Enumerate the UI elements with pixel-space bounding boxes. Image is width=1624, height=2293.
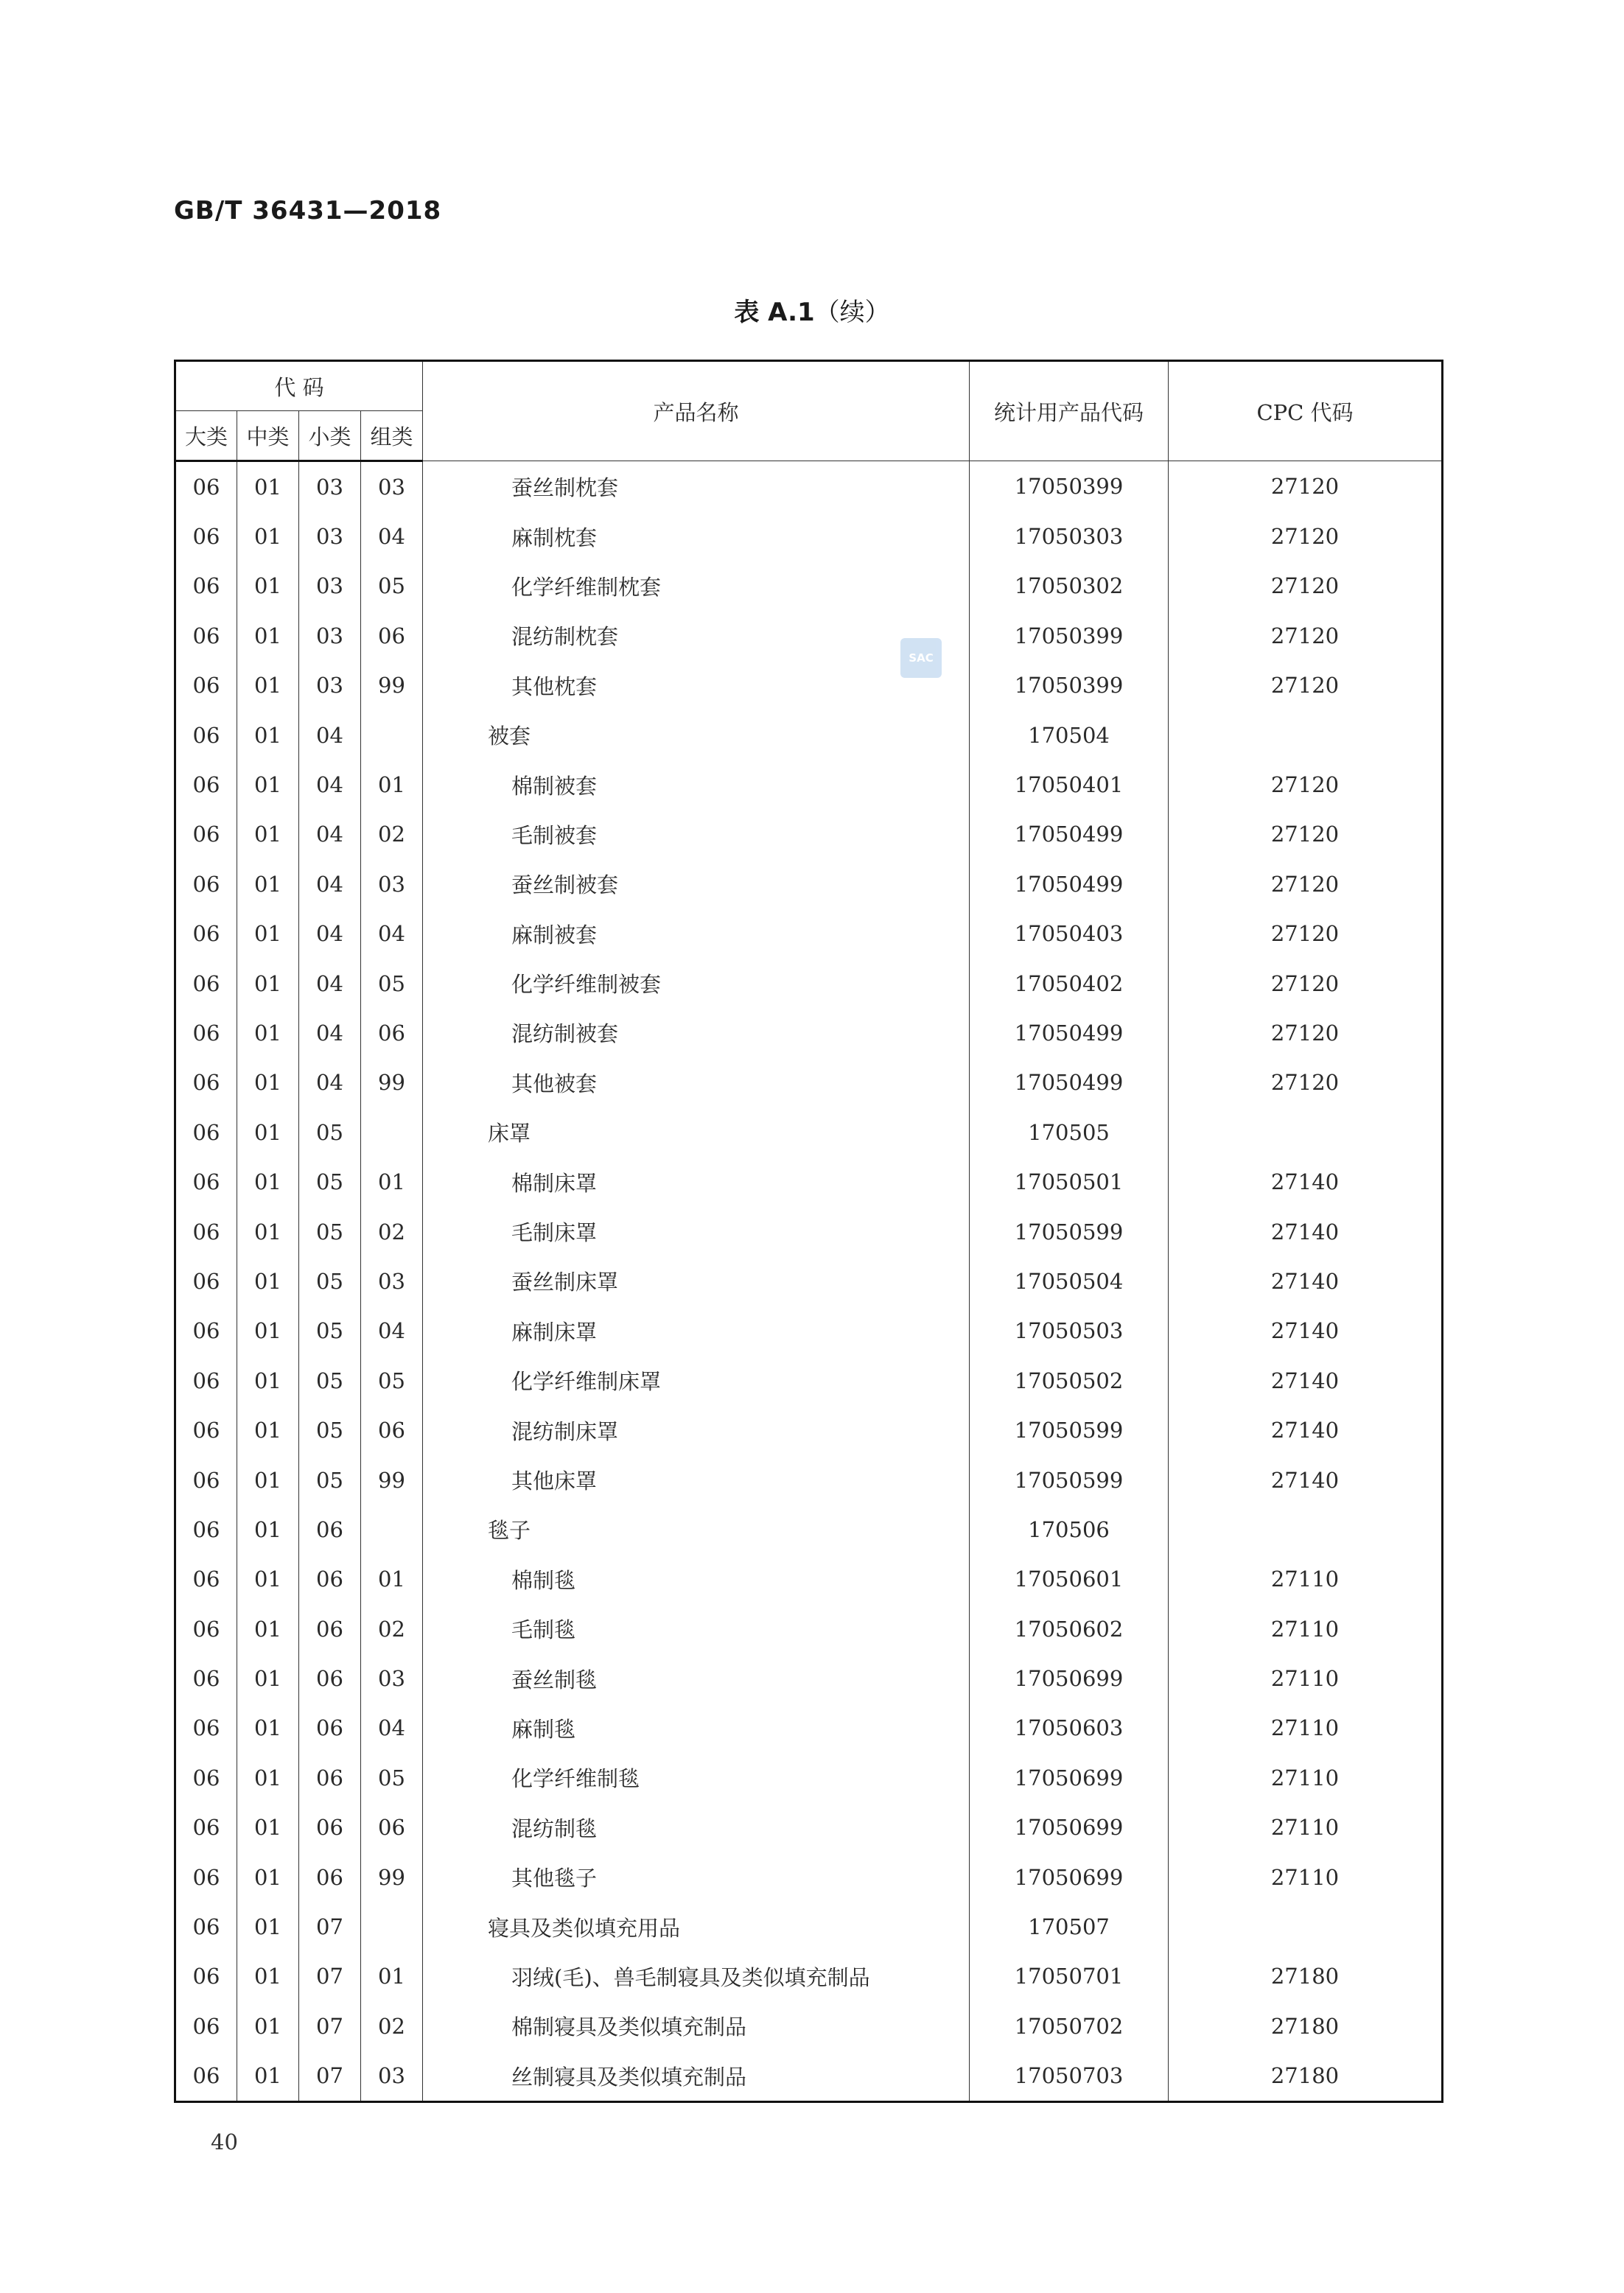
cpc-code-cell: 27140 xyxy=(1169,1207,1443,1256)
cpc-code-cell: 27140 xyxy=(1169,1405,1443,1454)
major-code-cell: 06 xyxy=(175,561,237,611)
minor-code-cell: 05 xyxy=(299,1356,361,1405)
stat-code-cell: 17050703 xyxy=(970,2051,1169,2102)
middle-code-cell: 01 xyxy=(237,1207,299,1256)
stat-code-cell: 17050602 xyxy=(970,1604,1169,1653)
stat-code-cell: 17050599 xyxy=(970,1405,1169,1454)
minor-code-cell: 06 xyxy=(299,1852,361,1902)
minor-code-cell: 04 xyxy=(299,1008,361,1057)
group-code-cell: 05 xyxy=(361,561,423,611)
major-code-cell: 06 xyxy=(175,661,237,710)
product-name-cell: 混纺制枕套 xyxy=(423,611,970,660)
cpc-code-cell: 27110 xyxy=(1169,1852,1443,1902)
minor-code-cell: 05 xyxy=(299,1256,361,1306)
middle-code-cell: 01 xyxy=(237,2001,299,2051)
major-code-cell: 06 xyxy=(175,611,237,660)
cpc-code-cell: 27120 xyxy=(1169,1058,1443,1107)
middle-code-cell: 01 xyxy=(237,1852,299,1902)
major-code-cell: 06 xyxy=(175,859,237,909)
table-row xyxy=(175,859,1443,909)
product-name-cell: 化学纤维制毯 xyxy=(423,1753,970,1802)
stat-code-cell: 17050599 xyxy=(970,1455,1169,1505)
standard-id: GB/T 36431—2018 xyxy=(174,196,442,225)
minor-code-cell: 07 xyxy=(299,1952,361,2001)
group-code-cell: 06 xyxy=(361,1405,423,1454)
middle-code-cell: 01 xyxy=(237,611,299,660)
middle-code-cell: 01 xyxy=(237,1058,299,1107)
group-code-cell xyxy=(361,710,423,760)
product-name-cell: 其他床罩 xyxy=(423,1455,970,1505)
table-row xyxy=(175,1803,1443,1852)
table-row xyxy=(175,959,1443,1008)
major-code-cell: 06 xyxy=(175,1256,237,1306)
table-row xyxy=(175,1008,1443,1057)
major-code-cell: 06 xyxy=(175,1455,237,1505)
minor-code-cell: 04 xyxy=(299,810,361,859)
major-code-cell: 06 xyxy=(175,1902,237,1951)
minor-code-cell: 05 xyxy=(299,1455,361,1505)
minor-code-cell: 03 xyxy=(299,661,361,710)
major-code-cell: 06 xyxy=(175,760,237,809)
product-name-cell: 蚕丝制毯 xyxy=(423,1653,970,1703)
middle-code-cell: 01 xyxy=(237,859,299,909)
major-category-header: 大类 xyxy=(175,411,237,461)
middle-code-cell: 01 xyxy=(237,810,299,859)
middle-code-cell: 01 xyxy=(237,959,299,1008)
middle-code-cell: 01 xyxy=(237,710,299,760)
product-name-cell: 棉制寝具及类似填充制品 xyxy=(423,2001,970,2051)
minor-code-cell: 05 xyxy=(299,1405,361,1454)
table-row xyxy=(175,1256,1443,1306)
cpc-code-cell: 27110 xyxy=(1169,1653,1443,1703)
stat-code-cell: 17050499 xyxy=(970,1058,1169,1107)
group-code-cell: 01 xyxy=(361,1555,423,1604)
minor-code-cell: 05 xyxy=(299,1107,361,1157)
group-code-cell: 06 xyxy=(361,1008,423,1057)
group-code-cell: 01 xyxy=(361,1952,423,2001)
major-code-cell: 06 xyxy=(175,1653,237,1703)
cpc-code-cell: 27120 xyxy=(1169,909,1443,959)
minor-code-cell: 07 xyxy=(299,2001,361,2051)
table-row xyxy=(175,1107,1443,1157)
table-row xyxy=(175,611,1443,660)
group-code-cell: 99 xyxy=(361,1455,423,1505)
cpc-code-cell: 27110 xyxy=(1169,1803,1443,1852)
cpc-code-cell: 27140 xyxy=(1169,1455,1443,1505)
group-code-cell: 04 xyxy=(361,909,423,959)
stat-code-cell: 17050699 xyxy=(970,1753,1169,1802)
middle-code-cell: 01 xyxy=(237,1256,299,1306)
stat-code-cell: 17050399 xyxy=(970,611,1169,660)
major-code-cell: 06 xyxy=(175,909,237,959)
group-code-cell: 03 xyxy=(361,461,423,512)
minor-code-cell: 07 xyxy=(299,2051,361,2102)
middle-code-cell: 01 xyxy=(237,1803,299,1852)
group-code-cell: 04 xyxy=(361,1704,423,1753)
product-name-cell: 毯子 xyxy=(423,1505,970,1554)
middle-code-cell: 01 xyxy=(237,1952,299,2001)
stat-code-cell: 17050499 xyxy=(970,1008,1169,1057)
group-code-cell: 02 xyxy=(361,2001,423,2051)
minor-code-cell: 06 xyxy=(299,1505,361,1554)
group-code-cell xyxy=(361,1505,423,1554)
minor-code-cell: 07 xyxy=(299,1902,361,1951)
table-row xyxy=(175,511,1443,561)
product-name-cell: 蚕丝制床罩 xyxy=(423,1256,970,1306)
cpc-code-cell: 27140 xyxy=(1169,1356,1443,1405)
product-name-cell: 寝具及类似填充用品 xyxy=(423,1902,970,1951)
stat-code-cell: 17050701 xyxy=(970,1952,1169,2001)
stat-code-cell: 17050403 xyxy=(970,909,1169,959)
middle-category-header: 中类 xyxy=(237,411,299,461)
product-name-cell: 棉制床罩 xyxy=(423,1157,970,1206)
major-code-cell: 06 xyxy=(175,2001,237,2051)
middle-code-cell: 01 xyxy=(237,1505,299,1554)
group-code-cell: 02 xyxy=(361,1604,423,1653)
product-name-cell: 麻制枕套 xyxy=(423,511,970,561)
middle-code-cell: 01 xyxy=(237,2051,299,2102)
minor-code-cell: 06 xyxy=(299,1753,361,1802)
stat-code-cell: 170506 xyxy=(970,1505,1169,1554)
group-code-cell: 99 xyxy=(361,1852,423,1902)
group-code-cell: 03 xyxy=(361,2051,423,2102)
minor-code-cell: 06 xyxy=(299,1604,361,1653)
table-row xyxy=(175,1653,1443,1703)
table-row xyxy=(175,1505,1443,1554)
group-code-cell: 06 xyxy=(361,1803,423,1852)
group-code-cell: 01 xyxy=(361,760,423,809)
stat-code-cell: 17050504 xyxy=(970,1256,1169,1306)
stat-code-cell: 17050603 xyxy=(970,1704,1169,1753)
major-code-cell: 06 xyxy=(175,1058,237,1107)
table-row xyxy=(175,1207,1443,1256)
major-code-cell: 06 xyxy=(175,1505,237,1554)
sac-watermark-logo: SAC xyxy=(900,638,942,678)
product-name-cell: 混纺制床罩 xyxy=(423,1405,970,1454)
middle-code-cell: 01 xyxy=(237,1405,299,1454)
middle-code-cell: 01 xyxy=(237,760,299,809)
middle-code-cell: 01 xyxy=(237,1107,299,1157)
stat-code-cell: 17050499 xyxy=(970,810,1169,859)
minor-code-cell: 03 xyxy=(299,561,361,611)
minor-code-cell: 05 xyxy=(299,1306,361,1356)
table-row xyxy=(175,1852,1443,1902)
stat-code-cell: 170504 xyxy=(970,710,1169,760)
product-name-cell: 化学纤维制枕套 xyxy=(423,561,970,611)
product-name-cell: 麻制被套 xyxy=(423,909,970,959)
table-row xyxy=(175,1704,1443,1753)
middle-code-cell: 01 xyxy=(237,1555,299,1604)
major-code-cell: 06 xyxy=(175,1107,237,1157)
table-row xyxy=(175,461,1443,512)
minor-category-header: 小类 xyxy=(299,411,361,461)
product-name-cell: 其他被套 xyxy=(423,1058,970,1107)
cpc-code-cell: 27120 xyxy=(1169,1008,1443,1057)
middle-code-cell: 01 xyxy=(237,1008,299,1057)
group-code-cell: 99 xyxy=(361,1058,423,1107)
minor-code-cell: 03 xyxy=(299,611,361,660)
group-code-cell: 04 xyxy=(361,1306,423,1356)
product-name-cell: 麻制毯 xyxy=(423,1704,970,1753)
product-name-header: 产品名称 xyxy=(423,361,970,461)
table-row xyxy=(175,2001,1443,2051)
major-code-cell: 06 xyxy=(175,810,237,859)
table-row xyxy=(175,1356,1443,1405)
major-code-cell: 06 xyxy=(175,1356,237,1405)
stat-code-cell: 17050501 xyxy=(970,1157,1169,1206)
group-code-cell: 04 xyxy=(361,511,423,561)
middle-code-cell: 01 xyxy=(237,1704,299,1753)
middle-code-cell: 01 xyxy=(237,1604,299,1653)
major-code-cell: 06 xyxy=(175,1405,237,1454)
cpc-code-cell: 27140 xyxy=(1169,1256,1443,1306)
major-code-cell: 06 xyxy=(175,1207,237,1256)
stat-code-cell: 17050302 xyxy=(970,561,1169,611)
major-code-cell: 06 xyxy=(175,1852,237,1902)
minor-code-cell: 06 xyxy=(299,1803,361,1852)
cpc-code-cell: 27120 xyxy=(1169,760,1443,809)
cpc-code-cell: 27120 xyxy=(1169,611,1443,660)
table-row xyxy=(175,1306,1443,1356)
stat-code-cell: 17050503 xyxy=(970,1306,1169,1356)
minor-code-cell: 04 xyxy=(299,909,361,959)
stat-code-cell: 17050699 xyxy=(970,1653,1169,1703)
cpc-code-cell: 27180 xyxy=(1169,2051,1443,2102)
cpc-code-header: CPC 代码 xyxy=(1169,361,1443,461)
table-row xyxy=(175,1902,1443,1951)
stat-code-cell: 17050303 xyxy=(970,511,1169,561)
major-code-cell: 06 xyxy=(175,1803,237,1852)
table-row xyxy=(175,1753,1443,1802)
middle-code-cell: 01 xyxy=(237,461,299,512)
table-row xyxy=(175,1405,1443,1454)
table-row xyxy=(175,661,1443,710)
cpc-code-cell: 27120 xyxy=(1169,810,1443,859)
group-code-cell: 05 xyxy=(361,1753,423,1802)
middle-code-cell: 01 xyxy=(237,1356,299,1405)
major-code-cell: 06 xyxy=(175,959,237,1008)
middle-code-cell: 01 xyxy=(237,561,299,611)
group-code-cell: 06 xyxy=(361,611,423,660)
cpc-code-cell: 27110 xyxy=(1169,1753,1443,1802)
stat-code-cell: 17050499 xyxy=(970,859,1169,909)
group-code-cell: 05 xyxy=(361,1356,423,1405)
table-body xyxy=(175,461,1443,2102)
product-name-cell: 毛制被套 xyxy=(423,810,970,859)
minor-code-cell: 06 xyxy=(299,1704,361,1753)
page-number: 40 xyxy=(211,2129,238,2154)
product-name-cell: 棉制被套 xyxy=(423,760,970,809)
cpc-code-cell: 27110 xyxy=(1169,1555,1443,1604)
minor-code-cell: 05 xyxy=(299,1157,361,1206)
table-row xyxy=(175,1058,1443,1107)
minor-code-cell: 04 xyxy=(299,959,361,1008)
product-name-cell: 化学纤维制被套 xyxy=(423,959,970,1008)
table-row xyxy=(175,1455,1443,1505)
cpc-code-cell: 27110 xyxy=(1169,1704,1443,1753)
cpc-code-cell: 27120 xyxy=(1169,561,1443,611)
table-row xyxy=(175,760,1443,809)
minor-code-cell: 06 xyxy=(299,1653,361,1703)
table-row xyxy=(175,2051,1443,2102)
product-name-cell: 丝制寝具及类似填充制品 xyxy=(423,2051,970,2102)
cpc-code-cell: 27120 xyxy=(1169,511,1443,561)
product-name-cell: 毛制毯 xyxy=(423,1604,970,1653)
middle-code-cell: 01 xyxy=(237,909,299,959)
cpc-code-cell xyxy=(1169,1902,1443,1951)
minor-code-cell: 03 xyxy=(299,461,361,512)
cpc-code-cell xyxy=(1169,1505,1443,1554)
group-code-cell: 01 xyxy=(361,1157,423,1206)
product-name-cell: 毛制床罩 xyxy=(423,1207,970,1256)
group-code-cell: 05 xyxy=(361,959,423,1008)
minor-code-cell: 04 xyxy=(299,760,361,809)
middle-code-cell: 01 xyxy=(237,1455,299,1505)
cpc-code-cell xyxy=(1169,1107,1443,1157)
product-name-cell: 混纺制毯 xyxy=(423,1803,970,1852)
stat-code-cell: 17050402 xyxy=(970,959,1169,1008)
product-name-cell: 蚕丝制枕套 xyxy=(423,461,970,512)
stat-code-cell: 17050399 xyxy=(970,461,1169,512)
table-row xyxy=(175,1157,1443,1206)
table-row xyxy=(175,1555,1443,1604)
minor-code-cell: 04 xyxy=(299,859,361,909)
cpc-code-cell: 27180 xyxy=(1169,2001,1443,2051)
group-code-cell xyxy=(361,1107,423,1157)
middle-code-cell: 01 xyxy=(237,1753,299,1802)
major-code-cell: 06 xyxy=(175,1952,237,2001)
middle-code-cell: 01 xyxy=(237,511,299,561)
stat-code-cell: 17050502 xyxy=(970,1356,1169,1405)
product-name-cell: 棉制毯 xyxy=(423,1555,970,1604)
minor-code-cell: 05 xyxy=(299,1207,361,1256)
stat-code-cell: 17050699 xyxy=(970,1803,1169,1852)
group-category-header: 组类 xyxy=(361,411,423,461)
major-code-cell: 06 xyxy=(175,1704,237,1753)
middle-code-cell: 01 xyxy=(237,1902,299,1951)
cpc-code-cell: 27120 xyxy=(1169,661,1443,710)
major-code-cell: 06 xyxy=(175,461,237,512)
major-code-cell: 06 xyxy=(175,1555,237,1604)
cpc-code-cell: 27120 xyxy=(1169,859,1443,909)
group-code-cell: 02 xyxy=(361,810,423,859)
minor-code-cell: 06 xyxy=(299,1555,361,1604)
product-name-cell: 麻制床罩 xyxy=(423,1306,970,1356)
major-code-cell: 06 xyxy=(175,1604,237,1653)
stat-code-cell: 17050399 xyxy=(970,661,1169,710)
stat-code-cell: 17050699 xyxy=(970,1852,1169,1902)
table-row xyxy=(175,1604,1443,1653)
cpc-code-cell: 27110 xyxy=(1169,1604,1443,1653)
cpc-code-cell: 27180 xyxy=(1169,1952,1443,2001)
table-title-continued: （续） xyxy=(814,298,890,327)
group-code-cell: 03 xyxy=(361,859,423,909)
stat-code-header: 统计用产品代码 xyxy=(970,361,1169,461)
product-name-cell: 床罩 xyxy=(423,1107,970,1157)
stat-code-cell: 17050401 xyxy=(970,760,1169,809)
table-row xyxy=(175,710,1443,760)
product-name-cell: 混纺制被套 xyxy=(423,1008,970,1057)
table-title xyxy=(0,292,1624,328)
minor-code-cell: 03 xyxy=(299,511,361,561)
product-name-cell: 化学纤维制床罩 xyxy=(423,1356,970,1405)
product-name-cell: 被套 xyxy=(423,710,970,760)
table-row xyxy=(175,561,1443,611)
group-code-cell: 03 xyxy=(361,1256,423,1306)
group-code-cell: 02 xyxy=(361,1207,423,1256)
cpc-code-cell xyxy=(1169,710,1443,760)
major-code-cell: 06 xyxy=(175,2051,237,2102)
cpc-code-cell: 27140 xyxy=(1169,1306,1443,1356)
product-name-cell: 蚕丝制被套 xyxy=(423,859,970,909)
table-title-label: 表 A.1 xyxy=(734,298,815,327)
major-code-cell: 06 xyxy=(175,710,237,760)
table-row xyxy=(175,810,1443,859)
stat-code-cell: 17050601 xyxy=(970,1555,1169,1604)
stat-code-cell: 170505 xyxy=(970,1107,1169,1157)
cpc-code-cell: 27140 xyxy=(1169,1157,1443,1206)
cpc-code-cell: 27120 xyxy=(1169,461,1443,512)
major-code-cell: 06 xyxy=(175,1008,237,1057)
product-name-cell: 其他枕套 xyxy=(423,661,970,710)
minor-code-cell: 04 xyxy=(299,710,361,760)
product-name-cell: 羽绒(毛)、兽毛制寝具及类似填充制品 xyxy=(423,1952,970,2001)
major-code-cell: 06 xyxy=(175,511,237,561)
stat-code-cell: 17050702 xyxy=(970,2001,1169,2051)
major-code-cell: 06 xyxy=(175,1753,237,1802)
middle-code-cell: 01 xyxy=(237,661,299,710)
group-code-cell: 03 xyxy=(361,1653,423,1703)
code-group-header: 代 码 xyxy=(175,361,423,411)
product-code-table xyxy=(174,360,1443,2103)
stat-code-cell: 170507 xyxy=(970,1902,1169,1951)
major-code-cell: 06 xyxy=(175,1306,237,1356)
table-row xyxy=(175,909,1443,959)
middle-code-cell: 01 xyxy=(237,1157,299,1206)
table-row xyxy=(175,1952,1443,2001)
cpc-code-cell: 27120 xyxy=(1169,959,1443,1008)
middle-code-cell: 01 xyxy=(237,1653,299,1703)
minor-code-cell: 04 xyxy=(299,1058,361,1107)
group-code-cell xyxy=(361,1902,423,1951)
stat-code-cell: 17050599 xyxy=(970,1207,1169,1256)
group-code-cell: 99 xyxy=(361,661,423,710)
major-code-cell: 06 xyxy=(175,1157,237,1206)
middle-code-cell: 01 xyxy=(237,1306,299,1356)
product-name-cell: 其他毯子 xyxy=(423,1852,970,1902)
